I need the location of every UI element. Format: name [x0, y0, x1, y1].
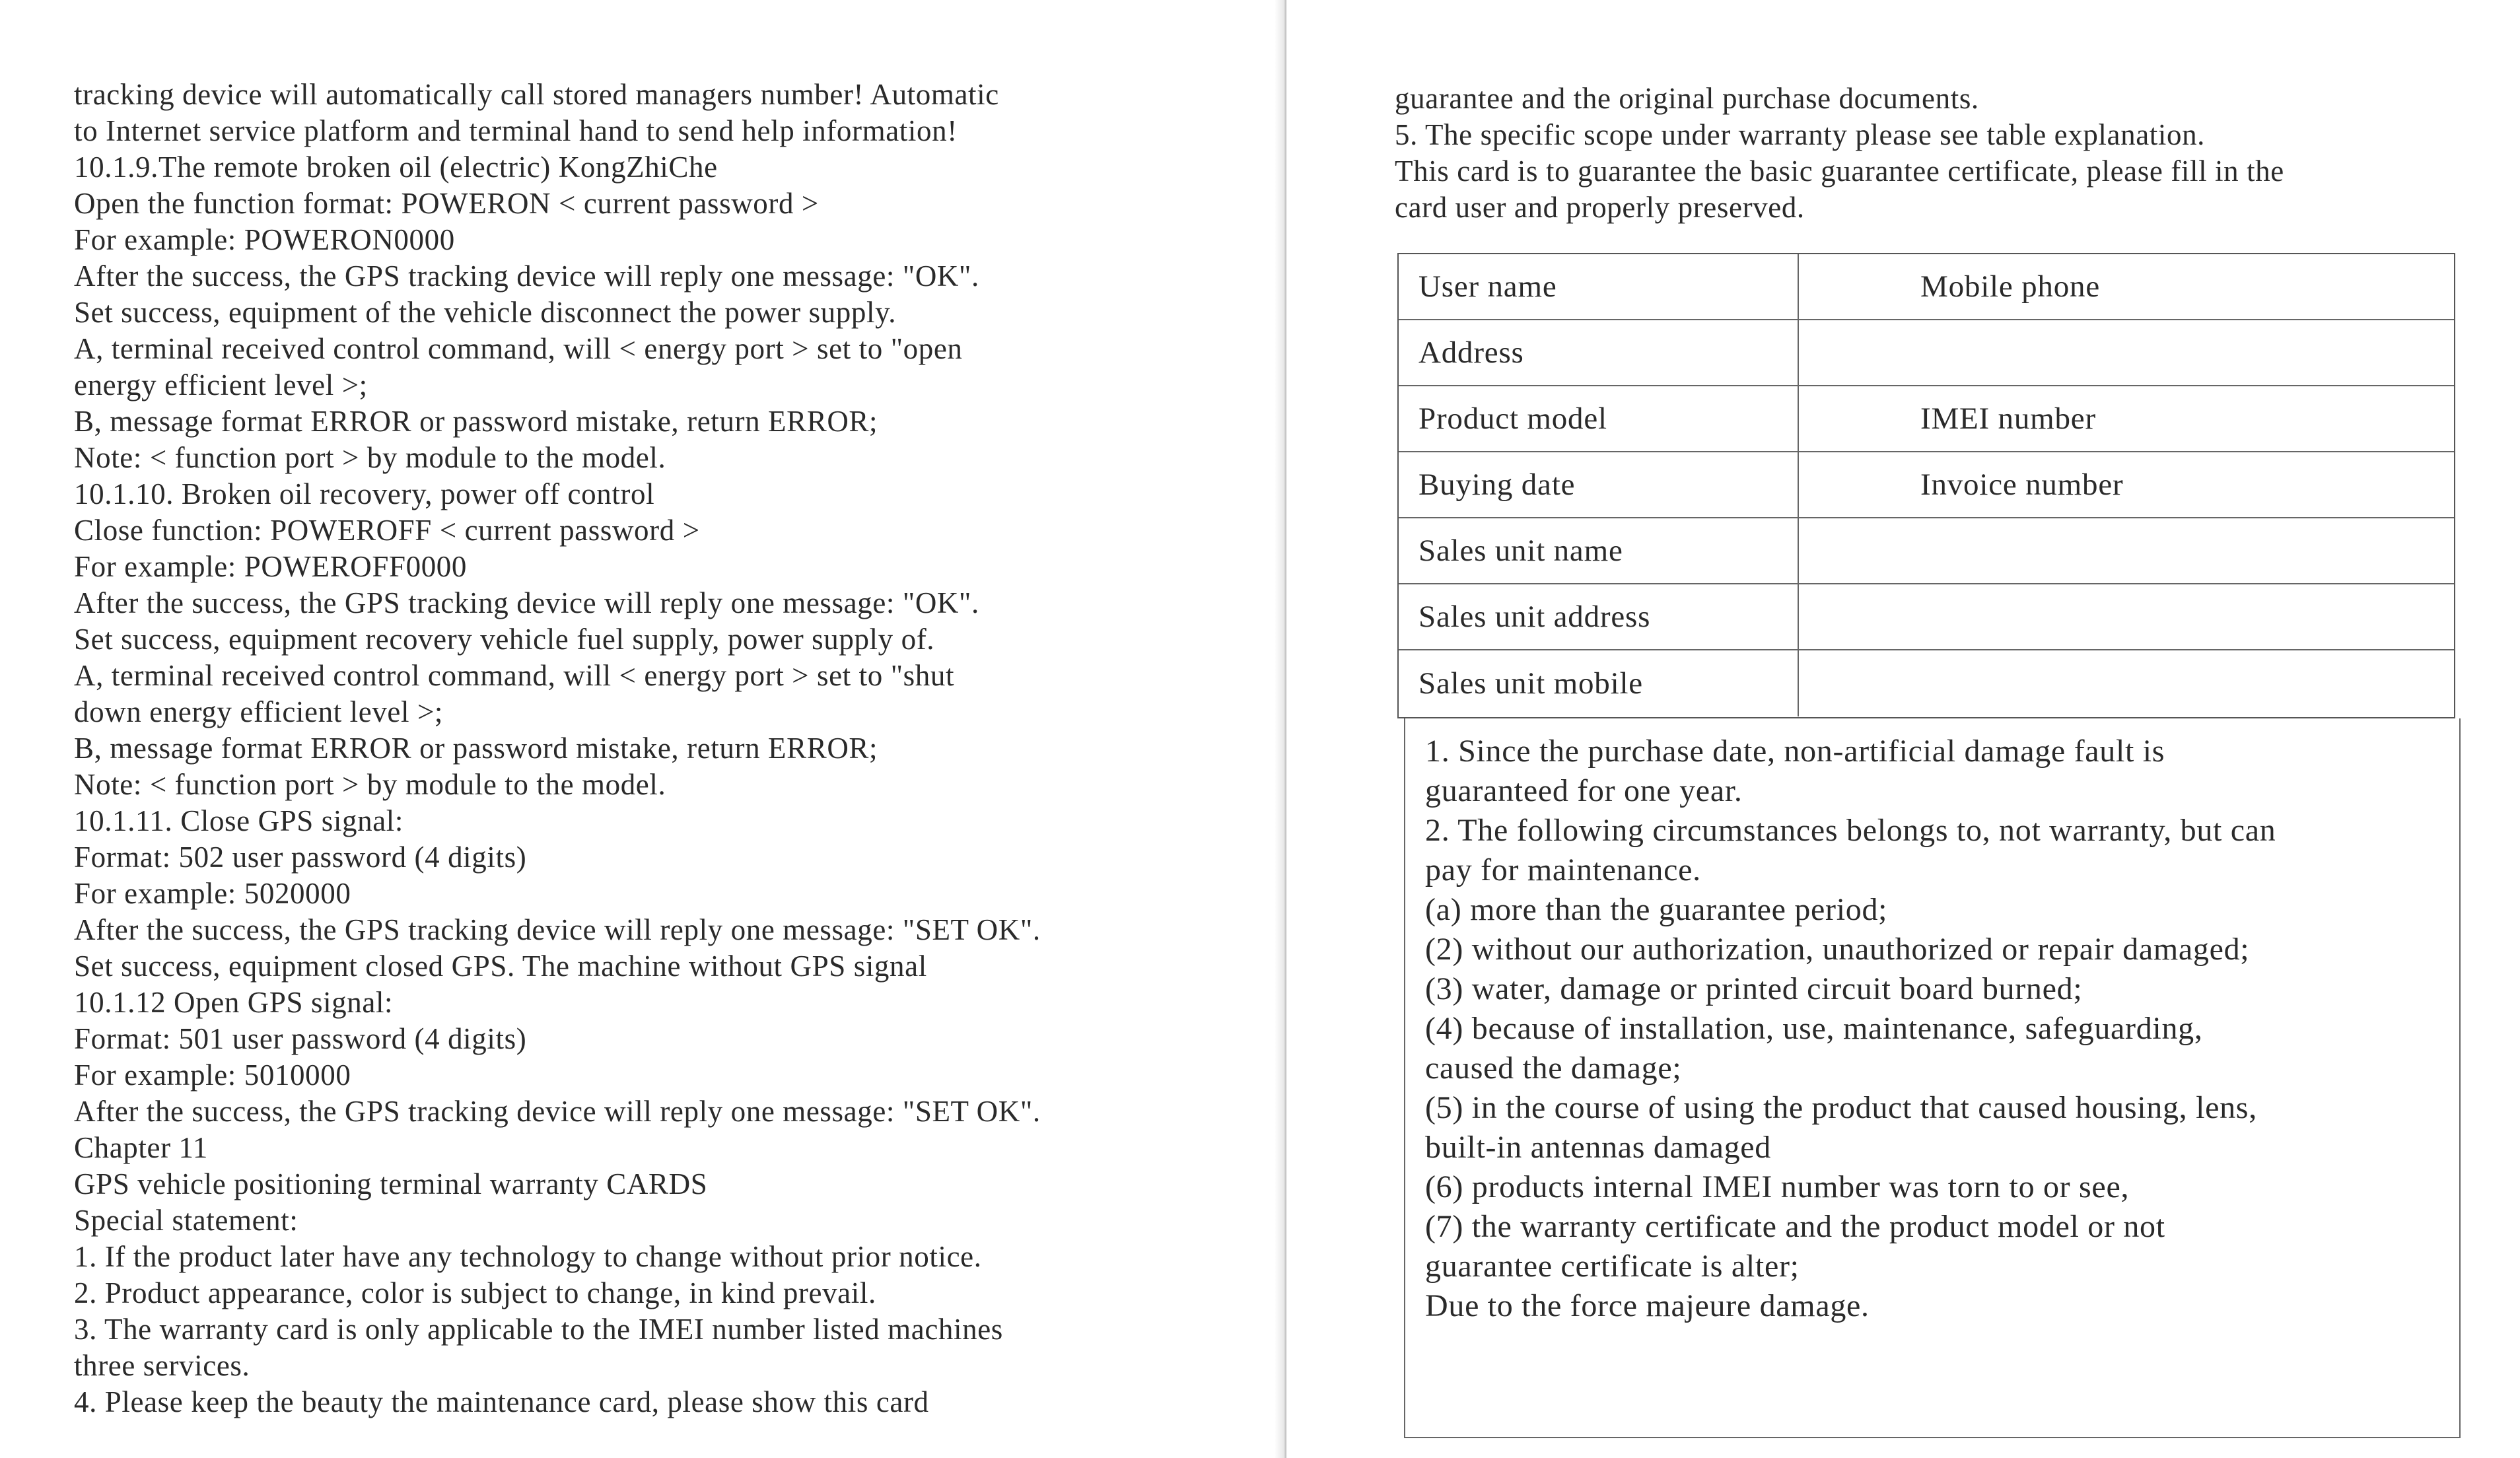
warranty-table-row: [1399, 650, 2454, 716]
warranty-term-line: built-in antennas damaged: [1425, 1130, 1772, 1165]
warranty-table-row: [1399, 254, 2454, 320]
warranty-term-line: pay for maintenance.: [1425, 852, 1701, 887]
left-page-text: [74, 77, 1263, 1424]
warranty-term-line: (a) more than the guarantee period;: [1425, 892, 1888, 927]
table-field-label: Product model: [1418, 401, 1607, 436]
table-column-divider: [1798, 254, 1799, 319]
left-page-text-line: 1. If the product later have any technology to change without prior notice.: [74, 1240, 982, 1273]
left-page-text-line: Set success, equipment of the vehicle disconnect the power supply.: [74, 296, 897, 329]
right-page-intro-line: card user and properly preserved.: [1395, 191, 1805, 224]
warranty-terms-box: [1404, 718, 2461, 1438]
left-page-text-line: 10.1.11. Close GPS signal:: [74, 804, 403, 837]
table-field-label: Address: [1418, 335, 1524, 370]
table-field-label: User name: [1418, 269, 1557, 304]
left-page-text-line: Set success, equipment closed GPS. The machine without GPS signal: [74, 950, 927, 983]
warranty-term-line: (5) in the course of using the product that caused housing, lens,: [1425, 1090, 2257, 1125]
table-field-label-secondary: Mobile phone: [1920, 269, 2100, 304]
warranty-term-line: guarantee certificate is alter;: [1425, 1249, 1800, 1284]
left-page-text-line: Set success, equipment recovery vehicle fuel supply, power supply of.: [74, 623, 935, 656]
left-page-text-line: 4. Please keep the beauty the maintenance card, please show this card: [74, 1385, 929, 1418]
table-field-label: Sales unit address: [1418, 600, 1651, 634]
table-field-label-secondary: IMEI number: [1920, 401, 2096, 436]
warranty-table-row: [1399, 584, 2454, 650]
left-page-text-line: to Internet service platform and terminal hand to send help information!: [74, 114, 958, 147]
warranty-terms-text: [1425, 732, 2455, 1352]
warranty-term-line: Due to the force majeure damage.: [1425, 1288, 1870, 1323]
left-page-text-line: Chapter 11: [74, 1131, 209, 1164]
left-page-text-line: B, message format ERROR or password mistake, return ERROR;: [74, 405, 878, 438]
left-page-text-line: After the success, the GPS tracking device will reply one message: "OK".: [74, 260, 979, 293]
right-page-intro-line: guarantee and the original purchase documents.: [1395, 82, 1979, 115]
left-page-text-line: 10.1.9.The remote broken oil (electric) KongZhiChe: [74, 151, 718, 184]
left-page-text-line: For example: POWEROFF0000: [74, 550, 467, 583]
warranty-term-line: 2. The following circumstances belongs to, not warranty, but can: [1425, 813, 2276, 848]
left-page-text-line: A, terminal received control command, will < energy port > set to "shut: [74, 659, 955, 692]
left-page-text-line: Format: 502 user password (4 digits): [74, 841, 527, 874]
left-page-text-line: 10.1.10. Broken oil recovery, power off control: [74, 477, 655, 510]
warranty-term-line: (6) products internal IMEI number was torn to or see,: [1425, 1169, 2130, 1204]
warranty-term-line: (4) because of installation, use, maintenance, safeguarding,: [1425, 1011, 2203, 1046]
warranty-term-line: guaranteed for one year.: [1425, 773, 1743, 808]
table-column-divider: [1798, 584, 1799, 649]
warranty-card-table: [1397, 253, 2455, 718]
left-page-text-line: Special statement:: [74, 1204, 298, 1237]
left-page-text-line: energy efficient level >;: [74, 368, 368, 401]
table-column-divider: [1798, 320, 1799, 385]
left-page-text-line: Format: 501 user password (4 digits): [74, 1022, 527, 1055]
warranty-term-line: (7) the warranty certificate and the product model or not: [1425, 1209, 2165, 1244]
left-page-text-line: A, terminal received control command, will < energy port > set to "open: [74, 332, 963, 365]
left-page-text-line: After the success, the GPS tracking device will reply one message: "SET OK".: [74, 913, 1041, 946]
left-page-text-line: After the success, the GPS tracking device will reply one message: "SET OK".: [74, 1095, 1041, 1128]
left-page-text-line: Close function: POWEROFF < current password >: [74, 514, 700, 547]
warranty-term-line: 1. Since the purchase date, non-artificial damage fault is: [1425, 734, 2165, 769]
table-column-divider: [1798, 650, 1799, 716]
warranty-term-line: (3) water, damage or printed circuit board burned;: [1425, 971, 2083, 1006]
warranty-table-row: [1399, 452, 2454, 518]
warranty-table-row: [1399, 518, 2454, 584]
table-column-divider: [1798, 452, 1799, 517]
left-page-text-line: 2. Product appearance, color is subject to change, in kind prevail.: [74, 1276, 876, 1309]
table-column-divider: [1798, 518, 1799, 583]
left-page-text-line: Note: < function port > by module to the model.: [74, 768, 666, 801]
warranty-term-line: caused the damage;: [1425, 1051, 1682, 1086]
left-page-text-line: B, message format ERROR or password mistake, return ERROR;: [74, 732, 878, 765]
warranty-term-line: (2) without our authorization, unauthorized or repair damaged;: [1425, 932, 2250, 967]
warranty-table-row: [1399, 386, 2454, 452]
right-page-intro-line: This card is to guarantee the basic guarantee certificate, please fill in the: [1395, 155, 2284, 188]
left-page-text-line: For example: 5010000: [74, 1059, 351, 1092]
table-column-divider: [1798, 386, 1799, 451]
warranty-table-row: [1399, 320, 2454, 386]
left-page-text-line: For example: POWERON0000: [74, 223, 455, 256]
left-page-text-line: down energy efficient level >;: [74, 695, 444, 728]
right-page-intro-text: [1395, 81, 2491, 232]
table-field-label: Sales unit mobile: [1418, 666, 1643, 701]
left-page-text-line: After the success, the GPS tracking device will reply one message: "OK".: [74, 586, 979, 619]
right-page-intro-line: 5. The specific scope under warranty please see table explanation.: [1395, 118, 2206, 151]
left-page-text-line: GPS vehicle positioning terminal warranty CARDS: [74, 1167, 708, 1200]
table-field-label: Sales unit name: [1418, 534, 1623, 568]
left-page-text-line: Note: < function port > by module to the model.: [74, 441, 666, 474]
left-page-text-line: For example: 5020000: [74, 877, 351, 910]
left-page-text-line: 3. The warranty card is only applicable to the IMEI number listed machines: [74, 1313, 1003, 1346]
table-field-label-secondary: Invoice number: [1920, 468, 2124, 502]
left-page-text-line: three services.: [74, 1349, 250, 1382]
left-page-text-line: Open the function format: POWERON < current password >: [74, 187, 819, 220]
table-field-label: Buying date: [1418, 468, 1576, 502]
left-page-text-line: tracking device will automatically call stored managers number! Automatic: [74, 78, 999, 111]
left-page-text-line: 10.1.12 Open GPS signal:: [74, 986, 394, 1019]
